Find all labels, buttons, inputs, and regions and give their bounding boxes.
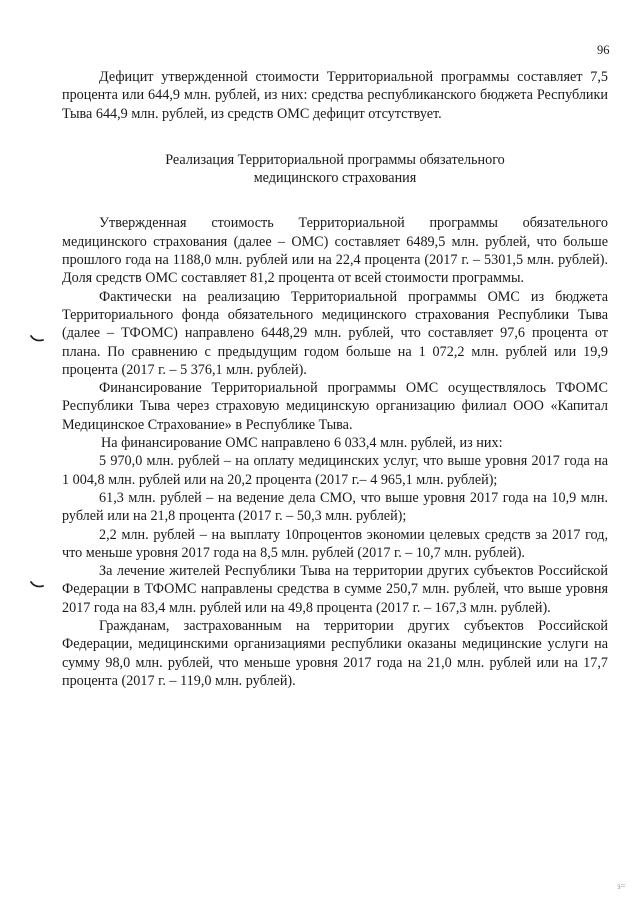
list-item-smo: 61,3 млн. рублей – на ведение дела СМО, что выше уровня 2017 года на 10,9 млн. рублей или на 21,8 процента (2017 г. – 50,3 млн. рублей);: [62, 489, 608, 525]
section-heading: Реализация Территориальной программы обязательного медицинского страхования: [165, 151, 505, 187]
paragraph-insured-elsewhere: Гражданам, застрахованным на территории других субъектов Российской Федерации, медицинскими организациями республики оказаны медицинские услуги на сумму 98,0 млн. рублей, что меньше уровня 2017 года на 21,0 млн. рублей или на 17,7 процента (2017 г. – 119,0 млн. рублей).: [62, 618, 608, 689]
list-item-savings: 2,2 млн. рублей – на выплату 10процентов экономии целевых средств за 2017 год, что меньше уровня 2017 года на 8,5 млн. рублей (2017 г. – 10,7 млн. рублей).: [62, 526, 608, 561]
document-body: [62, 68, 608, 690]
paragraph-other-regions: За лечение жителей Республики Тыва на территории других субъектов Российской Федерации в ТФОМС направлены средства в сумме 250,7 млн. рублей, что выше уровня 2017 года на 83,4 млн. рублей или на 49,8 процента (2017 г. – 167,3 млн. рублей).: [62, 563, 608, 616]
corner-mark: з=: [617, 881, 626, 891]
paragraph-actual-funding: Фактически на реализацию Территориальной программы ОМС из бюджета Территориального фонда обязательного медицинского страхования Республики Тыва (далее – ТФОМС) направлено 6448,29 млн. рублей, что составляет 97,6 процента от плана. По сравнению с предыдущим годом больше на 1 072,2 млн. рублей или 19,9 процента (2017 г. – 5 376,1 млн. рублей).: [62, 288, 608, 378]
margin-tick-mark: [30, 580, 44, 590]
margin-tick-mark: [30, 334, 44, 344]
list-item-services: 5 970,0 млн. рублей – на оплату медицинских услуг, что выше уровня 2017 года на 1 004,8 млн. рублей или на 20,2 процента (2017 г.– 4 965,1 млн. рублей);: [62, 453, 608, 488]
paragraph-approved-cost: Утвержденная стоимость Территориальной программы обязательного медицинского страхования (далее – ОМС) составляет 6489,5 млн. рублей, что больше прошлого года на 1188,0 млн. рублей или на 22,4 процента (2017 г. – 5301,5 млн. рублей). Доля средств ОМС составляет 81,2 процента от всей стоимости программы.: [62, 215, 608, 287]
page-number: 96: [597, 43, 610, 57]
paragraph-deficit: Дефицит утвержденной стоимости Территориальной программы составляет 7,5 процента или 644,9 млн. рублей, из них: средства республиканского бюджета Республики Тыва 644,9 млн. рублей, из средств ОМС дефицит отсутствует.: [62, 69, 608, 122]
paragraph-insurer: Финансирование Территориальной программы ОМС осуществлялось ТФОМС Республики Тыва через страховую медицинскую организацию филиал ООО «Капитал Медицинское Страхование» в Республике Тыва.: [62, 380, 608, 433]
paragraph-oms-total: На финансирование ОМС направлено 6 033,4 млн. рублей, из них:: [101, 435, 503, 452]
